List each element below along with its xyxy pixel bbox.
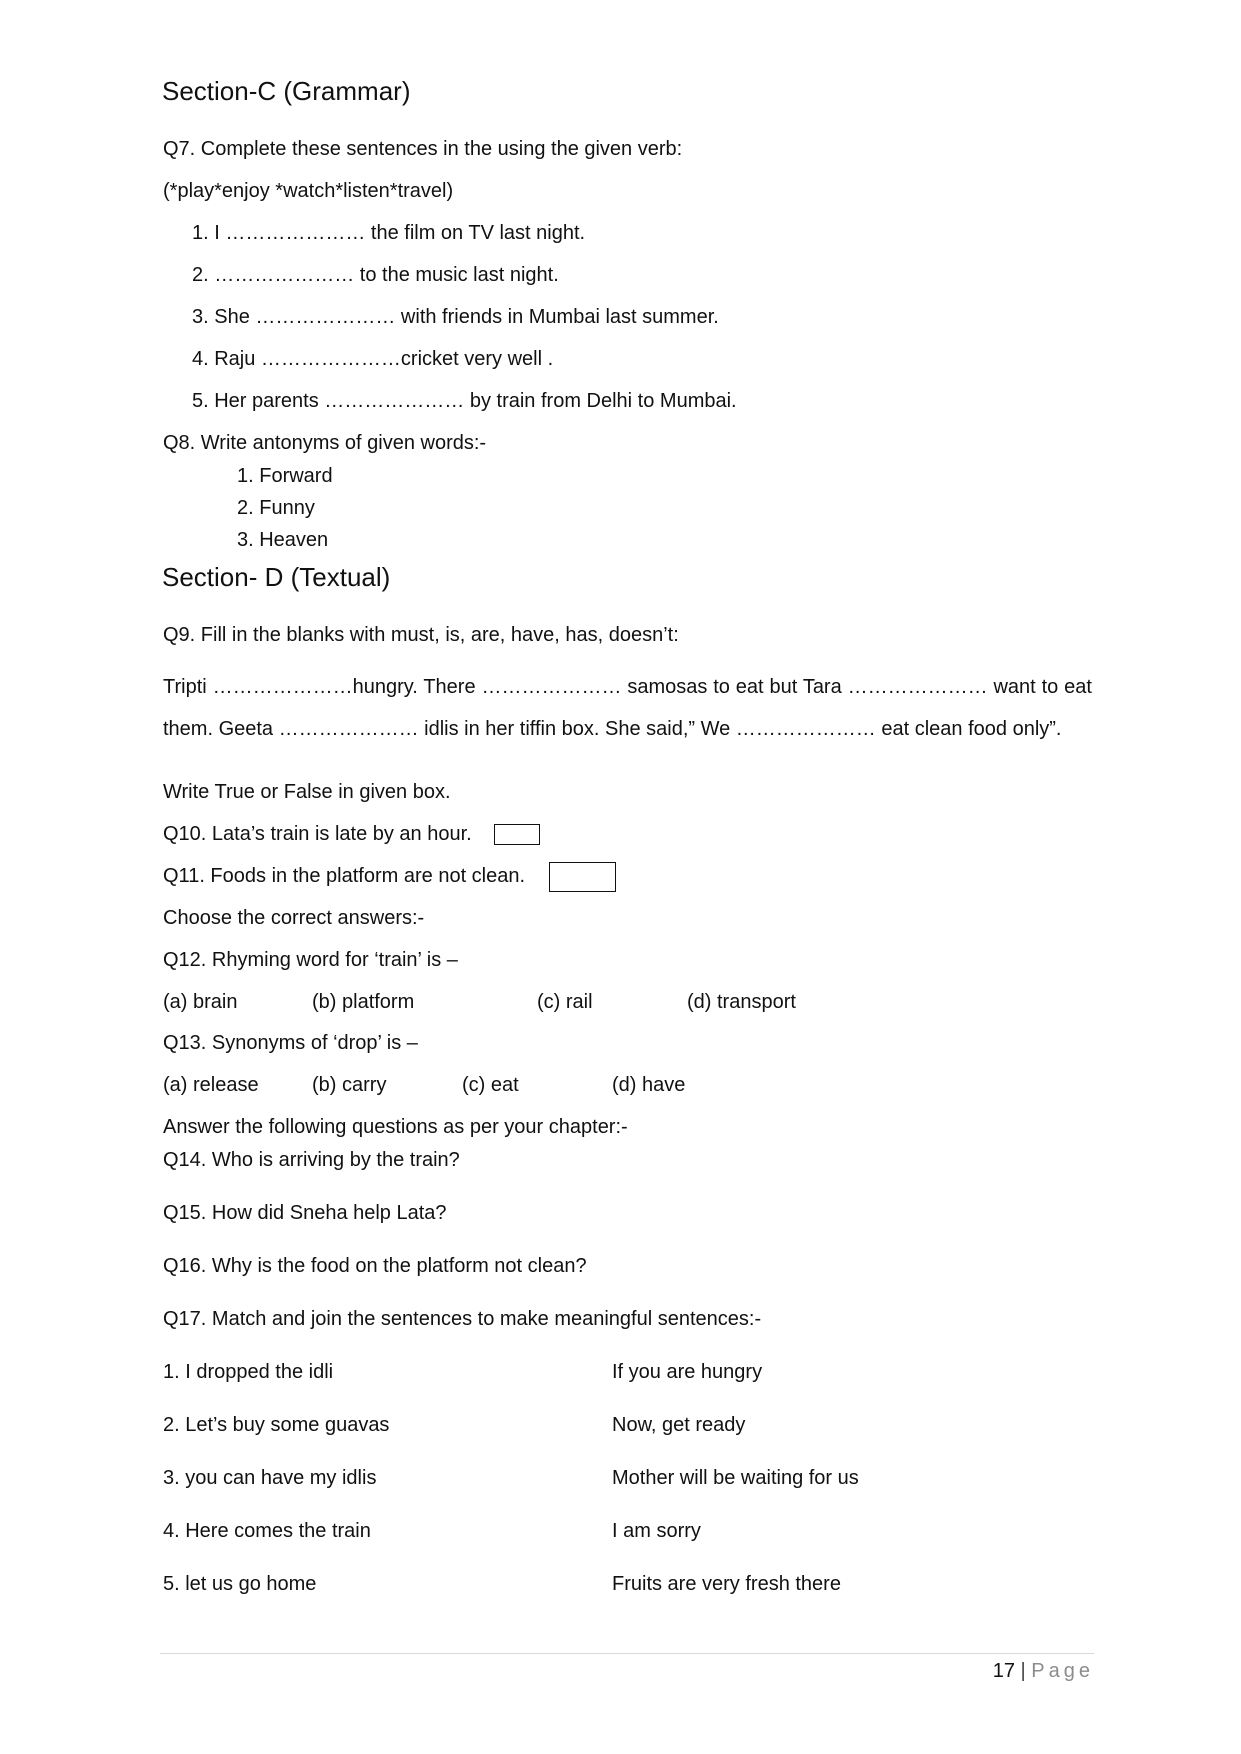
page-separator: | (1020, 1660, 1026, 1682)
q16-text: Q16. Why is the food on the platform not clean? (163, 1255, 587, 1277)
q12-option: (a) brain (163, 991, 238, 1013)
q7-item: 3. She ………………… with friends in Mumbai last summer. (192, 306, 719, 328)
q12-option: (b) platform (312, 991, 415, 1013)
q13-option: (a) release (163, 1074, 259, 1096)
true-false-instruction: Write True or False in given box. (163, 781, 451, 803)
q17-left-item: 1. I dropped the idli (163, 1361, 334, 1383)
q17-right-item: If you are hungry (612, 1361, 763, 1383)
q9-word: There (423, 676, 476, 698)
q9-word: eat (735, 676, 764, 698)
q10-answer-box[interactable] (494, 824, 540, 845)
q9-prompt: Q9. Fill in the blanks with must, is, are, have, has, doesn’t: (163, 624, 679, 646)
q13-prompt: Q13. Synonyms of ‘drop’ is – (163, 1032, 418, 1054)
q12-option: (c) rail (537, 991, 593, 1013)
q8-item: 3. Heaven (237, 529, 329, 551)
q17-right-item: Fruits are very fresh there (612, 1573, 841, 1595)
q8-prompt: Q8. Write antonyms of given words:- (163, 432, 487, 454)
section-d-title: Section- D (Textual) (162, 562, 391, 592)
q7-item: 2. ………………… to the music last night. (192, 264, 559, 286)
q9-blank: ………………… (847, 676, 988, 698)
page-word: Page (1031, 1660, 1094, 1682)
q7-prompt: Q7. Complete these sentences in the using the given verb: (163, 138, 683, 160)
q13-option: (c) eat (462, 1074, 519, 1096)
q9-word: Tara (802, 676, 842, 698)
q9-blank: ………………… (481, 676, 622, 698)
q7-item: 4. Raju …………………cricket very well . (192, 348, 554, 370)
q13-option: (b) carry (312, 1074, 387, 1096)
q11-answer-box[interactable] (549, 862, 616, 892)
q7-verbs: (*play*enjoy *watch*listen*travel) (163, 180, 454, 202)
answer-instruction: Answer the following questions as per your chapter:- (163, 1116, 628, 1138)
q17-left-item: 3. you can have my idlis (163, 1467, 377, 1489)
section-c-title: Section-C (Grammar) (162, 76, 411, 106)
q15-text: Q15. How did Sneha help Lata? (163, 1202, 447, 1224)
q8-item: 1. Forward (237, 465, 333, 487)
q9-word: to (713, 676, 730, 698)
q12-option: (d) transport (687, 991, 796, 1013)
q8-item: 2. Funny (237, 497, 315, 519)
q10-text: Q10. Lata’s train is late by an hour. (163, 823, 472, 845)
q17-right-item: I am sorry (612, 1520, 701, 1542)
mcq-instruction: Choose the correct answers:- (163, 907, 425, 929)
q9-word: want (993, 676, 1036, 698)
q9-word: eat (1064, 676, 1092, 698)
q9-word: to (1041, 676, 1059, 698)
q17-left-item: 4. Here comes the train (163, 1520, 371, 1542)
q12-prompt: Q12. Rhyming word for ‘train’ is – (163, 949, 458, 971)
page-number: 17 (992, 1660, 1015, 1682)
q17-prompt: Q17. Match and join the sentences to make meaningful sentences:- (163, 1308, 762, 1330)
q9-word: but (769, 676, 798, 698)
q17-left-item: 5. let us go home (163, 1573, 317, 1595)
q9-word: samosas (627, 676, 708, 698)
footer-divider (160, 1653, 1094, 1654)
q9-word: Tripti (163, 676, 207, 698)
q7-item: 5. Her parents ………………… by train from Delhi to Mumbai. (192, 390, 737, 412)
q9-passage-line2: them. Geeta ………………… idlis in her tiffin box. She said,” We ………………… eat clean food only”. (163, 718, 1062, 740)
q17-right-item: Mother will be waiting for us (612, 1467, 859, 1489)
q9-passage-line1 (163, 675, 1092, 699)
q9-word: …………………hungry. (212, 676, 418, 698)
q11-text: Q11. Foods in the platform are not clean. (163, 865, 526, 887)
page-footer (993, 1659, 1094, 1683)
q13-option: (d) have (612, 1074, 686, 1096)
q14-text: Q14. Who is arriving by the train? (163, 1149, 460, 1171)
q17-right-item: Now, get ready (612, 1414, 746, 1436)
q7-item: 1. I ………………… the film on TV last night. (192, 222, 586, 244)
q17-left-item: 2. Let’s buy some guavas (163, 1414, 390, 1436)
